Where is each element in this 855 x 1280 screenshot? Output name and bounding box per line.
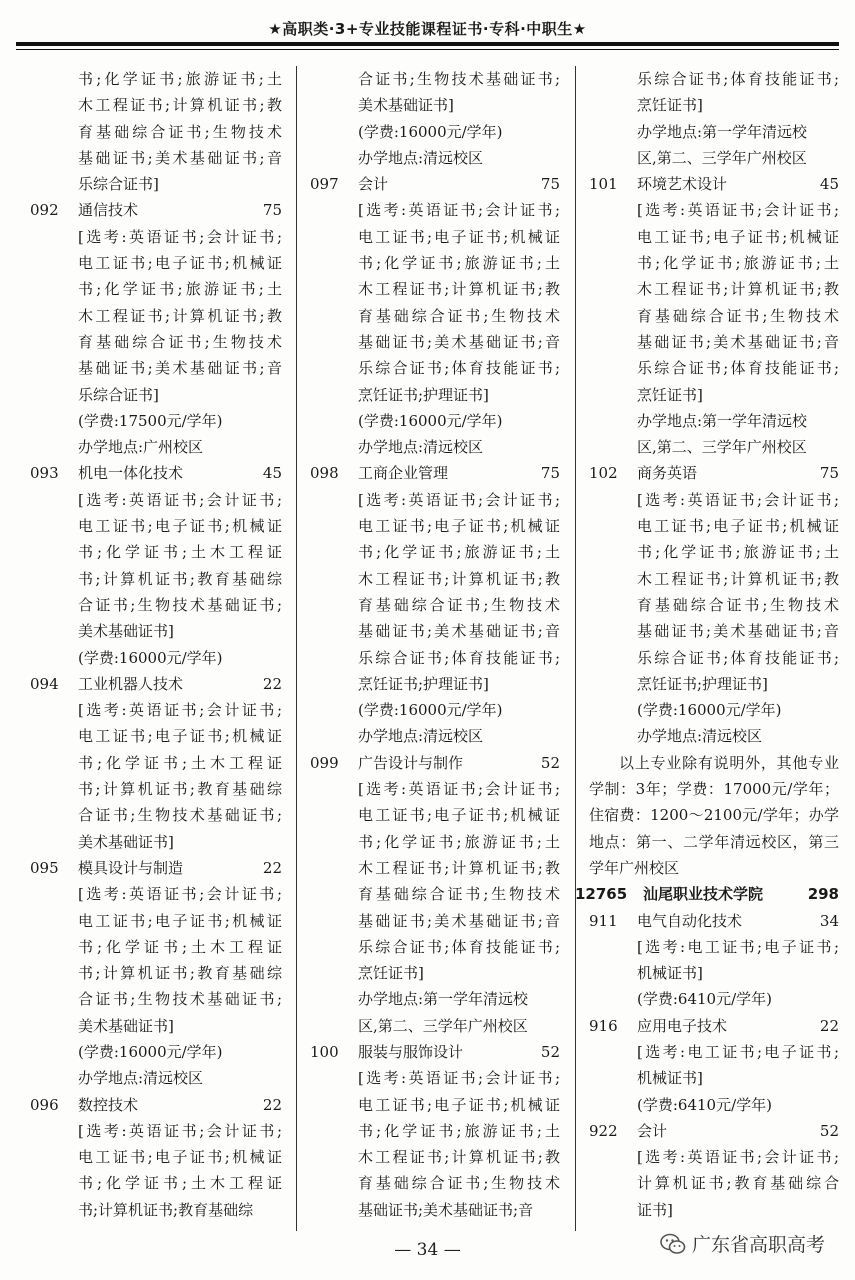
subject-line: 木工程证书;计算机证书;教 <box>637 280 839 299</box>
subject-line: 电工证书;电子证书;机械证 <box>637 517 839 536</box>
tuition-fee: (学费:16000元/学年) <box>358 411 503 430</box>
subject-line: 书;化学证书;旅游证书;土 <box>637 543 839 562</box>
subject-line: 书;化学证书;旅游证书;土 <box>358 254 560 273</box>
subject-line: 美术基础证书] <box>78 1016 174 1035</box>
subject-line: 电工证书;电子证书;机械证 <box>78 911 282 930</box>
tuition-fee: (学费:16000元/学年) <box>358 701 503 720</box>
subject-line: 育基础综合证书;生物技术 <box>78 332 282 351</box>
enrollment-count: 34 <box>819 911 839 930</box>
subject-line: 书;化学证书;旅游证书;土 <box>358 832 560 851</box>
subject-line: 烹饪证书;护理证书] <box>358 385 489 404</box>
subject-line: 机械证书] <box>637 1069 703 1088</box>
subject-line: 书;化学证书;旅游证书;土 <box>358 543 560 562</box>
subject-line: 书;化学证书;土木工程证 <box>78 937 282 956</box>
subject-line: [选考:英语证书;会计证书; <box>78 701 282 720</box>
subject-line: 基础证书;美术基础证书;音 <box>358 1200 534 1219</box>
subject-line: 电工证书;电子证书;机械证 <box>637 227 839 246</box>
subject-line: 烹饪证书] <box>358 964 424 983</box>
subject-line: 书;化学证书;土木工程证 <box>78 1174 282 1193</box>
header-rule-thin <box>16 49 839 50</box>
subject-line: 基础证书;美术基础证书;音 <box>637 332 839 351</box>
program-name: 环境艺术设计 <box>637 175 728 194</box>
program-code: 102 <box>589 464 618 483</box>
subject-line: 美术基础证书] <box>78 832 174 851</box>
subject-line: [选考:英语证书;会计证书; <box>358 780 560 799</box>
program-row <box>30 855 282 881</box>
subject-line: 乐综合证书;体育技能证书; <box>637 648 839 667</box>
program-name: 服装与服饰设计 <box>358 1042 464 1061</box>
subject-line: 书;计算机证书;教育基础综 <box>78 569 282 588</box>
campus-location: 办学地点:清远校区 <box>637 727 763 746</box>
subject-line: 乐综合证书;体育技能证书; <box>358 648 560 667</box>
program-row <box>310 171 560 197</box>
subject-line: 木工程证书;计算机证书;教 <box>637 569 839 588</box>
subject-line: 乐综合证书] <box>78 385 159 404</box>
subject-line: [选考:英语证书;会计证书; <box>78 885 282 904</box>
campus-location: 办学地点:第一学年清远校 <box>358 990 529 1009</box>
enrollment-count: 52 <box>819 1121 839 1140</box>
tuition-fee: (学费:17500元/学年) <box>78 411 223 430</box>
subject-line: 乐综合证书;体育技能证书; <box>637 359 839 378</box>
subject-line: 书;计算机证书;教育基础综 <box>78 780 282 799</box>
enrollment-count: 45 <box>262 464 282 483</box>
campus-location: 办学地点:第一学年清远校 <box>637 122 808 141</box>
subject-line: 育基础综合证书;生物技术 <box>358 1174 560 1193</box>
program-code: 097 <box>310 175 339 194</box>
subject-line: 书;化学证书;土木工程证 <box>78 753 282 772</box>
subject-line: 电工证书;电子证书;机械证 <box>358 517 560 536</box>
subject-line: [选考:英语证书;会计证书; <box>358 1069 560 1088</box>
school-total: 298 <box>807 885 839 904</box>
tuition-fee: (学费:6410元/学年) <box>637 990 772 1009</box>
campus-location: 办学地点:清远校区 <box>358 438 484 457</box>
subject-line: 育基础综合证书;生物技术 <box>358 885 560 904</box>
program-name: 机电一体化技术 <box>78 464 184 483</box>
column-2 <box>310 66 560 1223</box>
subject-line: 木工程证书;计算机证书;教 <box>358 858 560 877</box>
subject-line: 木工程证书;计算机证书;教 <box>78 306 282 325</box>
campus-location: 办学地点:清远校区 <box>358 148 484 167</box>
subject-line: 木工程证书;计算机证书;教 <box>358 569 560 588</box>
subject-line: 书;化学证书;旅游证书;土 <box>637 254 839 273</box>
program-row <box>30 460 282 486</box>
subject-line: 育基础综合证书;生物技术 <box>358 595 560 614</box>
subject-line: 育基础综合证书;生物技术 <box>637 306 839 325</box>
campus-location: 办学地点:清远校区 <box>78 1069 204 1088</box>
program-code: 916 <box>589 1016 618 1035</box>
enrollment-count: 75 <box>540 464 560 483</box>
subject-line: [选考:英语证书;会计证书; <box>358 201 560 220</box>
subject-line: 育基础综合证书;生物技术 <box>358 306 560 325</box>
program-code: 100 <box>310 1042 339 1061</box>
subject-line: 电工证书;电子证书;机械证 <box>78 517 282 536</box>
program-name: 工商企业管理 <box>358 464 449 483</box>
subject-line: [选考:英语证书;会计证书; <box>637 490 839 509</box>
program-code: 098 <box>310 464 339 483</box>
campus-location: 办学地点:广州校区 <box>78 438 204 457</box>
program-code: 095 <box>30 858 59 877</box>
wechat-watermark <box>660 1230 825 1257</box>
watermark-text: 广东省高职高考 <box>691 1234 825 1256</box>
subject-line: 电工证书;电子证书;机械证 <box>78 727 282 746</box>
enrollment-count: 75 <box>819 464 839 483</box>
subject-line: 合证书;生物技术基础证书; <box>78 595 282 614</box>
program-name: 会计 <box>358 175 389 194</box>
program-code: 101 <box>589 175 618 194</box>
subject-line: 电工证书;电子证书;机械证 <box>358 806 560 825</box>
program-code: 096 <box>30 1095 59 1114</box>
campus-location: 区,第二、三学年广州校区 <box>358 1016 528 1035</box>
enrollment-count: 52 <box>540 1042 560 1061</box>
subject-line: 基础证书;美术基础证书;音 <box>358 332 560 351</box>
program-row <box>589 1013 839 1039</box>
subject-line: 计算机证书;教育基础综合 <box>637 1174 839 1193</box>
subject-line: 基础证书;美术基础证书;音 <box>637 622 839 641</box>
program-code: 093 <box>30 464 59 483</box>
tuition-fee: (学费:16000元/学年) <box>637 701 782 720</box>
program-row <box>30 1092 282 1118</box>
program-row <box>589 460 839 486</box>
program-row <box>30 197 282 223</box>
subject-line: 木工程证书;计算机证书;教 <box>78 96 282 115</box>
tuition-fee: (学费:16000元/学年) <box>78 1042 223 1061</box>
campus-location: 区,第二、三学年广州校区 <box>637 148 807 167</box>
subject-line: 育基础综合证书;生物技术 <box>637 595 839 614</box>
school-header <box>575 881 839 907</box>
subject-line: [选考:英语证书;会计证书; <box>637 201 839 220</box>
tuition-fee: (学费:16000元/学年) <box>358 122 503 141</box>
program-name: 广告设计与制作 <box>358 753 464 772</box>
program-name: 会计 <box>637 1121 668 1140</box>
program-code: 099 <box>310 753 339 772</box>
program-name: 工业机器人技术 <box>78 674 184 693</box>
subject-line: 书;化学证书;旅游证书;土 <box>78 280 282 299</box>
subject-line: 电工证书;电子证书;机械证 <box>78 254 282 273</box>
subject-line: 乐综合证书;体育技能证书; <box>637 70 839 88</box>
subject-line: 烹饪证书] <box>637 385 703 404</box>
subject-line: 美术基础证书] <box>78 622 174 641</box>
subject-line: 合证书;生物技术基础证书; <box>78 806 282 825</box>
subject-line: [选考:英语证书;会计证书; <box>78 1121 282 1140</box>
program-code: 092 <box>30 201 59 220</box>
subject-line: 基础证书;美术基础证书;音 <box>78 359 282 378</box>
tuition-fee: (学费:16000元/学年) <box>78 648 223 667</box>
subject-line: 书;化学证书;旅游证书;土 <box>78 70 282 88</box>
enrollment-count: 22 <box>262 674 282 693</box>
program-name: 模具设计与制造 <box>78 858 184 877</box>
column-separator <box>296 66 297 1231</box>
program-row <box>589 1118 839 1144</box>
subject-line: 乐综合证书] <box>78 175 159 194</box>
campus-location: 区,第二、三学年广州校区 <box>637 438 807 457</box>
subject-line: 书;化学证书;土木工程证 <box>78 543 282 562</box>
subject-line: 合证书;生物技术基础证书; <box>78 990 282 1009</box>
subject-line: 书;计算机证书;教育基础综 <box>78 964 282 983</box>
program-row <box>310 460 560 486</box>
subject-line: 乐综合证书;体育技能证书; <box>358 359 560 378</box>
enrollment-count: 52 <box>540 753 560 772</box>
subject-line: 电工证书;电子证书;机械证 <box>358 1095 560 1114</box>
subject-line: [选考:英语证书;会计证书; <box>637 1148 839 1167</box>
subject-line: 书;化学证书;旅游证书;土 <box>358 1121 560 1140</box>
column-3 <box>575 66 839 1223</box>
program-row <box>589 171 839 197</box>
program-name: 商务英语 <box>637 464 698 483</box>
program-name: 应用电子技术 <box>637 1016 728 1035</box>
subject-line: [选考:英语证书;会计证书; <box>78 490 282 509</box>
subject-line: 电工证书;电子证书;机械证 <box>78 1148 282 1167</box>
subject-line: 书;计算机证书;教育基础综 <box>78 1200 254 1219</box>
subject-line: 木工程证书;计算机证书;教 <box>358 280 560 299</box>
column-separator <box>575 66 576 1231</box>
subject-line: 证书] <box>637 1200 673 1219</box>
subject-line: 育基础综合证书;生物技术 <box>78 122 282 141</box>
column-1 <box>30 66 282 1223</box>
running-header: ★高职类·3+专业技能课程证书·专科·中职生★ <box>268 20 587 38</box>
subject-line: 合证书;生物技术基础证书; <box>358 70 560 88</box>
school-code: 12765 <box>575 885 628 904</box>
enrollment-count: 75 <box>540 175 560 194</box>
subject-line: 基础证书;美术基础证书;音 <box>358 911 560 930</box>
wechat-icon <box>660 1233 686 1255</box>
program-row <box>310 750 560 776</box>
subject-line: 烹饪证书;护理证书] <box>637 674 768 693</box>
program-row <box>589 908 839 934</box>
enrollment-count: 22 <box>262 858 282 877</box>
subject-line: 机械证书] <box>637 964 703 983</box>
campus-location: 办学地点:清远校区 <box>358 727 484 746</box>
subject-line: [选考:电工证书;电子证书; <box>637 937 839 956</box>
subject-line: [选考:英语证书;会计证书; <box>358 490 560 509</box>
program-name: 通信技术 <box>78 201 139 220</box>
subject-line: 基础证书;美术基础证书;音 <box>358 622 560 641</box>
school-name: 汕尾职业技术学院 <box>643 885 764 904</box>
enrollment-count: 75 <box>262 201 282 220</box>
program-row <box>310 1039 560 1065</box>
program-code: 911 <box>589 911 618 930</box>
program-name: 数控技术 <box>78 1095 139 1114</box>
program-note: 以上专业除有说明外，其他专业学制：3年；学费：17000元/学年；住宿费：1200～2100元/学年；办学地点：第一、二学年清远校区，第三学年广州校区 <box>589 753 839 877</box>
subject-line: 烹饪证书;护理证书] <box>358 674 489 693</box>
subject-line: 乐综合证书;体育技能证书; <box>358 937 560 956</box>
program-code: 094 <box>30 674 59 693</box>
subject-line: [选考:英语证书;会计证书; <box>78 227 282 246</box>
enrollment-count: 45 <box>819 175 839 194</box>
page-number: — 34 — <box>394 1240 461 1260</box>
enrollment-count: 22 <box>819 1016 839 1035</box>
program-row <box>30 671 282 697</box>
header-rule-thick <box>16 42 839 46</box>
subject-line: 烹饪证书] <box>637 96 703 115</box>
subject-line: [选考:电工证书;电子证书; <box>637 1042 839 1061</box>
subject-line: 美术基础证书] <box>358 96 454 115</box>
subject-line: 基础证书;美术基础证书;音 <box>78 148 282 167</box>
enrollment-count: 22 <box>262 1095 282 1114</box>
program-name: 电气自动化技术 <box>637 911 743 930</box>
subject-line: 木工程证书;计算机证书;教 <box>358 1148 560 1167</box>
campus-location: 办学地点:第一学年清远校 <box>637 411 808 430</box>
tuition-fee: (学费:6410元/学年) <box>637 1095 772 1114</box>
subject-line: 电工证书;电子证书;机械证 <box>358 227 560 246</box>
program-code: 922 <box>589 1121 618 1140</box>
